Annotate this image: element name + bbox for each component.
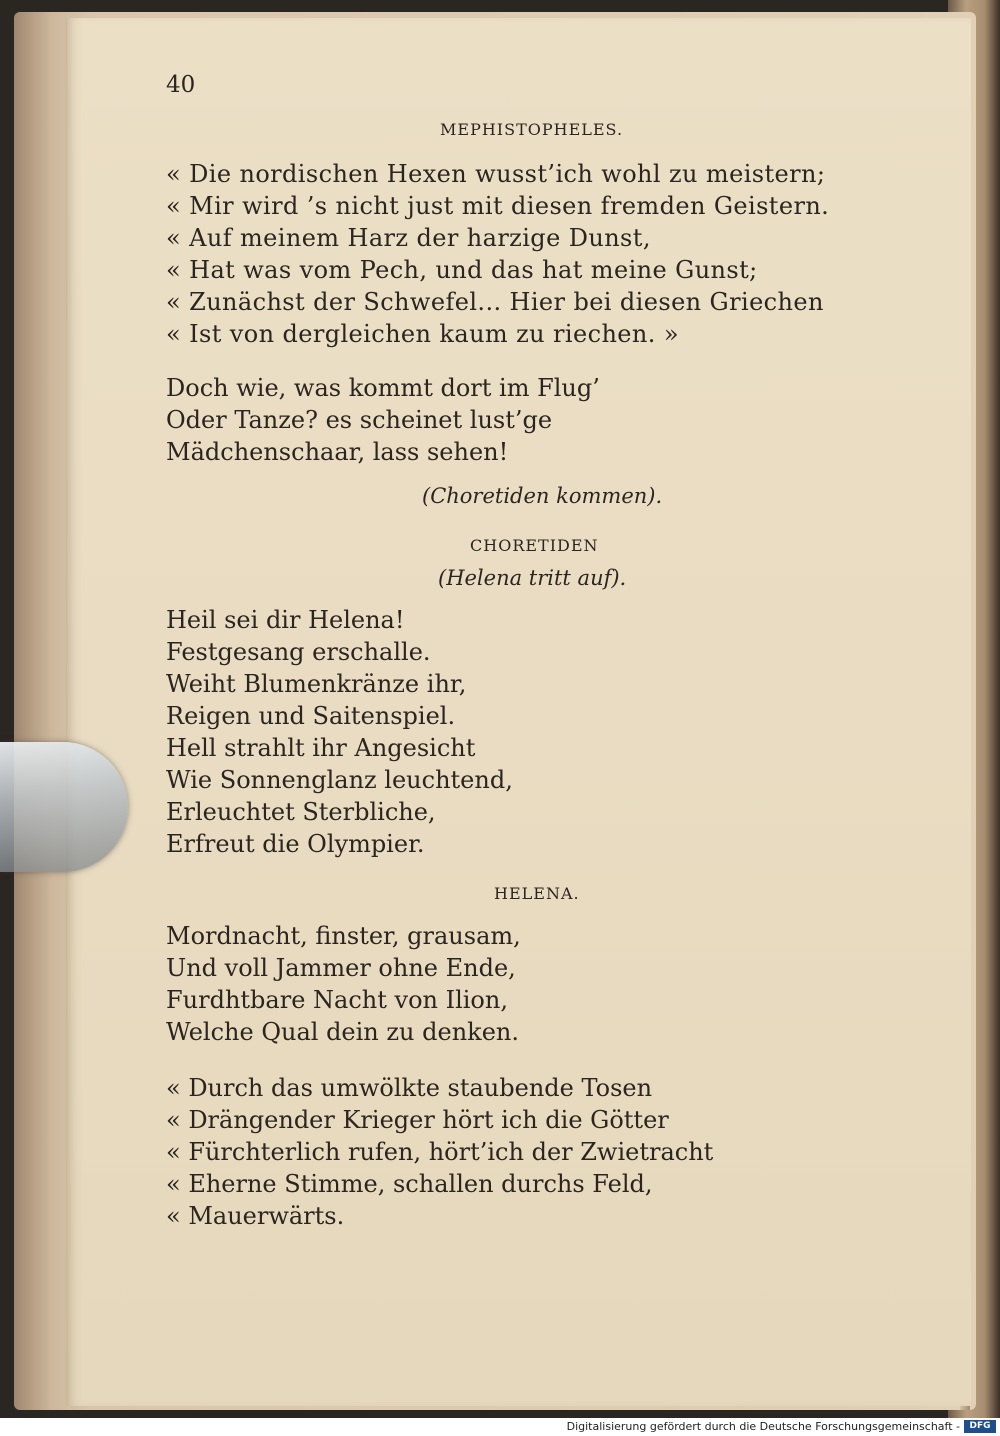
page-number: 40 [166,72,196,98]
verse-line: « Drängender Krieger hört ich die Götter [166,1106,669,1134]
verse-line: Oder Tanze? es scheinet lust’ge [166,406,553,434]
verse-line: « Hat was vom Pech, und das hat meine Gunst; [166,256,758,284]
footer-credit: Digitalisierung gefördert durch die Deutsche Forschungsgemeinschaft - [566,1420,960,1433]
verse-line: « Durch das umwölkte staubende Tosen [166,1074,653,1102]
verse-line: Erfreut die Olympier. [166,830,425,858]
verse-line: « Auf meinem Harz der harzige Dunst, [166,224,651,252]
verse-line: Doch wie, was kommt dort im Flug’ [166,374,600,402]
verse-line: Erleuchtet Sterbliche, [166,798,436,826]
verse-line: « Zunächst der Schwefel... Hier bei diesen Griechen [166,288,824,316]
verse-line: Furdhtbare Nacht von Ilion, [166,986,508,1014]
stage-direction: (Choretiden kommen). [422,484,663,508]
dfg-logo: DFG [964,1420,996,1433]
verse-line: Mordnacht, finster, grausam, [166,922,521,950]
verse-line: Wie Sonnenglanz leuchtend, [166,766,513,794]
speaker-choretiden: CHORETIDEN [470,536,599,555]
stage-direction: (Helena tritt auf). [438,566,627,590]
verse-line: « Mauerwärts. [166,1202,345,1230]
footer-bar [0,1418,1000,1436]
speaker-mephistopheles: MEPHISTOPHELES. [440,120,624,139]
verse-line: Und voll Jammer ohne Ende, [166,954,516,982]
verse-line: Weiht Blumenkränze ihr, [166,670,467,698]
verse-line: Welche Qual dein zu denken. [166,1018,519,1046]
verse-line: Mädchenschaar, lass sehen! [166,438,509,466]
verse-line: Heil sei dir Helena! [166,606,405,634]
page-clip [0,742,128,872]
verse-line: « Die nordischen Hexen wusst’ich wohl zu meistern; [166,160,826,188]
verse-line: « Ist von dergleichen kaum zu riechen. » [166,320,679,348]
verse-line: « Fürchterlich rufen, hört’ich der Zwietracht [166,1138,714,1166]
verse-line: Festgesang erschalle. [166,638,431,666]
verse-line: Hell strahlt ihr Angesicht [166,734,476,762]
verse-line: « Mir wird ’s nicht just mit diesen fremden Geistern. [166,192,830,220]
speaker-helena: HELENA. [494,884,580,903]
verse-line: « Eherne Stimme, schallen durchs Feld, [166,1170,653,1198]
verse-line: Reigen und Saitenspiel. [166,702,456,730]
